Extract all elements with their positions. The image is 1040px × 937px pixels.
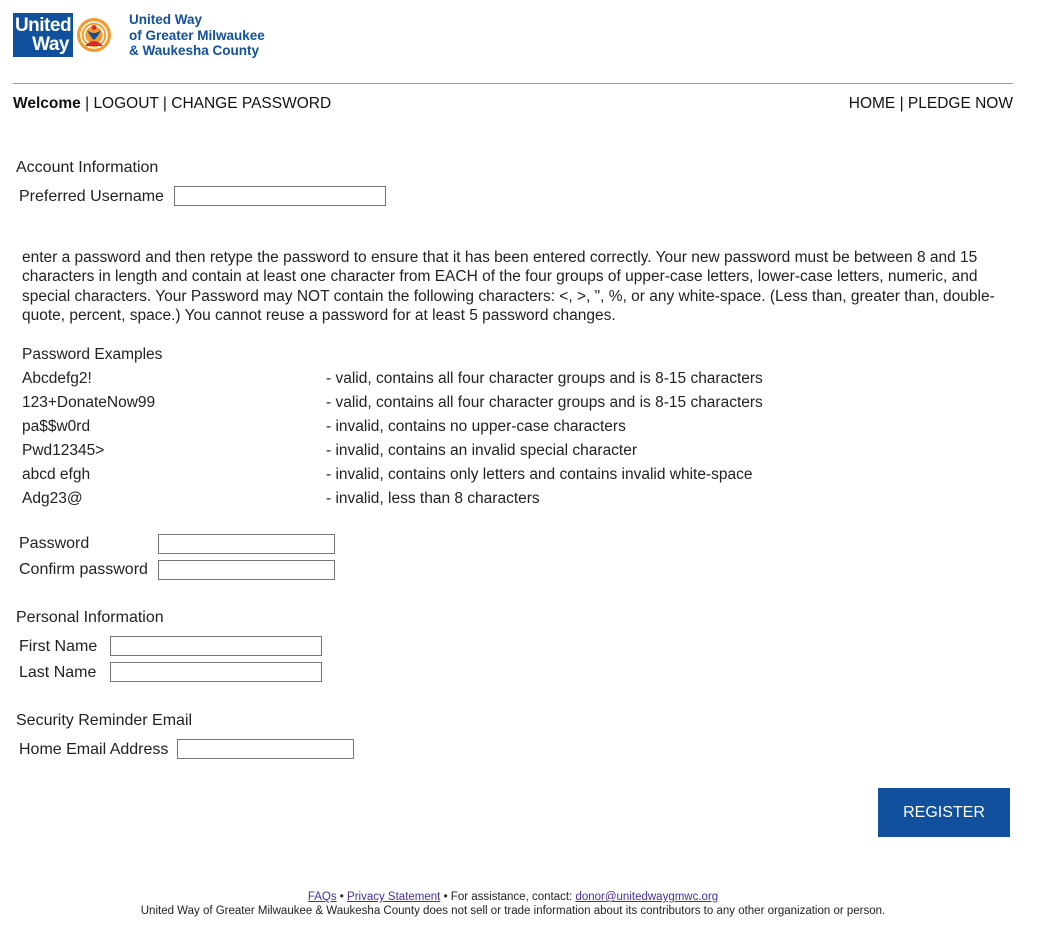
- home-link[interactable]: HOME: [848, 95, 896, 112]
- preferred-username-label: Preferred Username: [19, 188, 164, 205]
- logo-line-2: Way: [32, 34, 69, 55]
- confirm-password-label: Confirm password: [19, 561, 148, 578]
- example-description: - invalid, contains no upper-case characters: [326, 418, 626, 435]
- example-password: 123+DonateNow99: [22, 394, 156, 411]
- footer-disclaimer: United Way of Greater Milwaukee & Waukesha County does not sell or trade information about its contributors to any other organization or person.: [140, 905, 886, 917]
- org-name-line-3: & Waukesha County: [129, 43, 260, 58]
- password-instructions: enter a password and then retype the password to ensure that it has been entered correctly. Your new password must be between 8 and 15 characters in length and contain at least one character from EACH of the four groups of upper-case letters, lower-case letters, numeric, and special characters. Your Password may NOT contain the following characters: <, >, ", %, or any white-space. (Less than, greater than, double-quote, percent, space.) You cannot reuse a password for at least 5 password changes.: [22, 249, 995, 324]
- confirm-password-input[interactable]: [158, 560, 335, 580]
- example-password: abcd efgh: [22, 466, 91, 483]
- change-password-link[interactable]: CHANGE PASSWORD: [171, 95, 332, 112]
- donor-email-link[interactable]: donor@unitedwaygmwc.org: [575, 891, 719, 903]
- last-name-label: Last Name: [19, 664, 97, 681]
- assistance-text: For assistance, contact:: [450, 891, 573, 903]
- faqs-link[interactable]: FAQs: [307, 891, 337, 903]
- org-name-line-1: United Way: [129, 12, 203, 27]
- example-description: - invalid, contains an invalid special character: [326, 442, 638, 459]
- example-password: Adg23@: [22, 490, 83, 507]
- account-information-heading: Account Information: [16, 159, 159, 176]
- personal-information-heading: Personal Information: [16, 609, 164, 626]
- example-description: - valid, contains all four character groups and is 8-15 characters: [326, 370, 763, 387]
- header-divider: [13, 83, 1013, 84]
- privacy-statement-link[interactable]: Privacy Statement: [347, 891, 441, 903]
- organization-name: [129, 12, 265, 59]
- first-name-label: First Name: [19, 638, 98, 655]
- nav-separator: |: [899, 95, 904, 112]
- example-password: pa$$w0rd: [22, 418, 91, 435]
- nav-separator: |: [162, 95, 167, 112]
- example-password: Pwd12345>: [22, 442, 105, 459]
- example-description: - valid, contains all four character groups and is 8-15 characters: [326, 394, 763, 411]
- logo-emblem-icon: [73, 13, 115, 57]
- example-description: - invalid, less than 8 characters: [326, 490, 540, 507]
- register-button[interactable]: REGISTER: [878, 788, 1010, 837]
- top-nav-left: [13, 95, 331, 113]
- first-name-input[interactable]: [110, 636, 322, 656]
- logo-line-1: United: [14, 15, 72, 36]
- logout-link[interactable]: LOGOUT: [93, 95, 159, 112]
- united-way-logo[interactable]: [13, 13, 115, 57]
- password-input[interactable]: [158, 534, 335, 554]
- logo-wordmark: [13, 16, 73, 54]
- preferred-username-input[interactable]: [174, 186, 386, 206]
- home-email-label: Home Email Address: [19, 741, 169, 758]
- security-reminder-heading: Security Reminder Email: [16, 712, 193, 729]
- password-examples-heading: Password Examples: [22, 346, 163, 363]
- welcome-text: Welcome: [13, 95, 81, 112]
- footer-bullet: •: [443, 891, 448, 903]
- footer-links: [0, 890, 1026, 904]
- example-description: - invalid, contains only letters and contains invalid white-space: [326, 466, 753, 483]
- password-label: Password: [19, 535, 90, 552]
- home-email-input[interactable]: [177, 739, 354, 759]
- example-password: Abcdefg2!: [22, 370, 92, 387]
- pledge-now-link[interactable]: PLEDGE NOW: [907, 95, 1013, 112]
- footer-bullet: •: [339, 891, 344, 903]
- nav-separator: |: [85, 95, 90, 112]
- org-name-line-2: of Greater Milwaukee: [129, 27, 265, 43]
- top-nav-right: [849, 95, 1013, 113]
- last-name-input[interactable]: [110, 662, 322, 682]
